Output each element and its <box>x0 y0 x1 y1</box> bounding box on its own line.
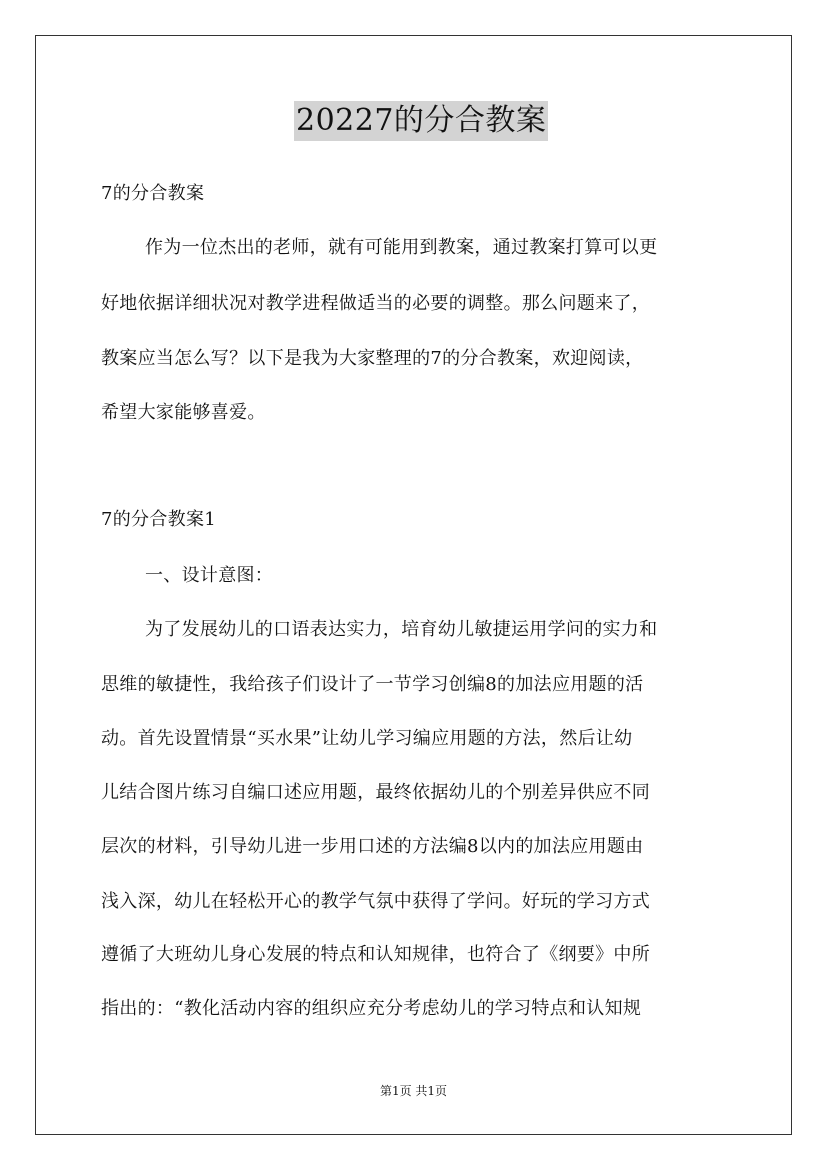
doc-heading: 7的分合教案 <box>101 183 205 204</box>
body-line: 儿结合图片练习自编口述应用题，最终依据幼儿的个别差异供应不同 <box>101 782 650 803</box>
page-footer: 第1页 共1页 <box>379 1084 448 1098</box>
intro-line: 好地依据详细状况对教学进程做适当的必要的调整。那么问题来了， <box>101 293 650 314</box>
document-title: 20227的分合教案 <box>294 101 548 141</box>
intro-line: 作为一位杰出的老师，就有可能用到教案，通过教案打算可以更 <box>145 237 658 258</box>
body-line: 浅入深，幼儿在轻松开心的教学气氛中获得了学问。好玩的学习方式 <box>101 891 650 912</box>
body-line: 层次的材料，引导幼儿进一步用口述的方法编8以内的加法应用题由 <box>101 836 644 857</box>
body-line: 动。首先设置情景“买水果”让幼儿学习编应用题的方法，然后让幼 <box>101 728 633 749</box>
section-heading: 7的分合教案1 <box>101 509 217 530</box>
body-line: 思维的敏捷性，我给孩子们设计了一节学习创编8的加法应用题的活 <box>101 674 644 695</box>
body-line: 遵循了大班幼儿身心发展的特点和认知规律，也符合了《纲要》中所 <box>101 944 650 965</box>
intro-line: 教案应当怎么写？以下是我为大家整理的7的分合教案，欢迎阅读， <box>101 348 644 369</box>
body-line: 指出的：“教化活动内容的组织应充分考虑幼儿的学习特点和认知规 <box>101 998 642 1019</box>
subsection-heading: 一、设计意图： <box>145 565 274 586</box>
body-line: 为了发展幼儿的口语表达实力，培育幼儿敏捷运用学问的实力和 <box>145 619 658 640</box>
intro-line: 希望大家能够喜爱。 <box>101 402 266 423</box>
